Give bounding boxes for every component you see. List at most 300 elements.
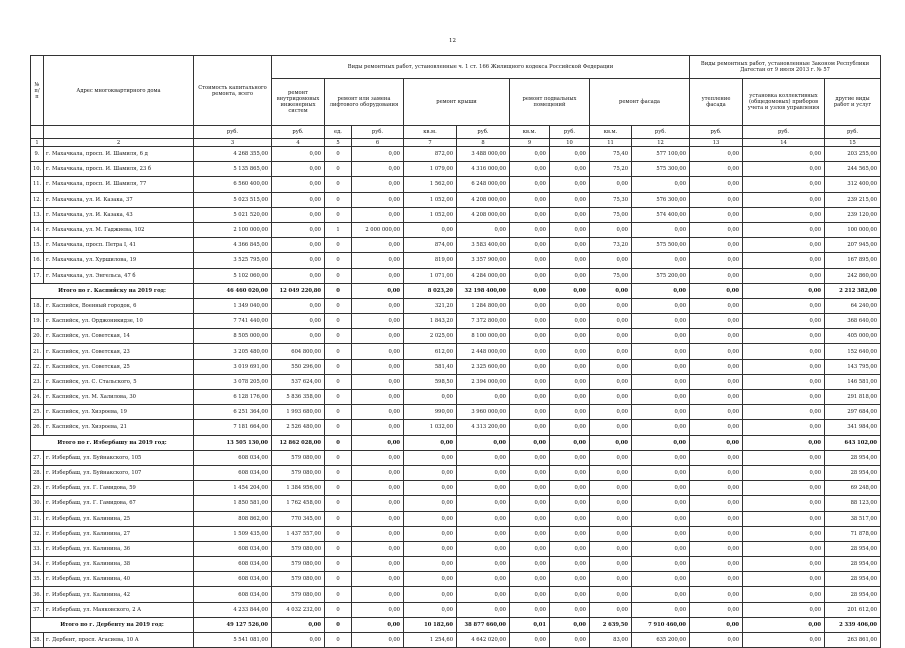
value-cell: 0,00 xyxy=(743,557,825,572)
subtotal-row xyxy=(31,435,881,450)
value-cell: 0,00 xyxy=(272,222,325,237)
value-cell: 0,00 xyxy=(590,420,632,435)
value-cell: 0,00 xyxy=(690,496,743,511)
col-number: 8 xyxy=(457,139,510,147)
value-cell: 0 xyxy=(325,602,352,617)
value-cell: 0,00 xyxy=(510,314,550,329)
row-number: 32. xyxy=(31,526,44,541)
value-cell: 1 454 204,00 xyxy=(194,481,272,496)
value-cell: 0,00 xyxy=(743,481,825,496)
value-cell: 0,00 xyxy=(352,602,404,617)
value-cell: 0,00 xyxy=(743,238,825,253)
value-cell: 0 xyxy=(325,405,352,420)
value-cell: 0,00 xyxy=(457,572,510,587)
value-cell: 0,00 xyxy=(550,390,590,405)
col-number: 6 xyxy=(352,139,404,147)
value-cell: 0,00 xyxy=(352,359,404,374)
value-cell: 28 954,00 xyxy=(825,557,881,572)
unit-cell: кв.м. xyxy=(510,126,550,139)
value-cell: 0,00 xyxy=(690,344,743,359)
value-cell: 0,00 xyxy=(550,526,590,541)
value-cell: 0 xyxy=(325,374,352,389)
value-cell: 579 080,00 xyxy=(272,587,325,602)
value-cell: 3 488 000,00 xyxy=(457,147,510,162)
value-cell: 0 xyxy=(325,450,352,465)
value-cell: 0,00 xyxy=(590,405,632,420)
value-cell: 0,00 xyxy=(352,238,404,253)
address-cell: г. Каспийск, ул. Хизроева, 19 xyxy=(44,405,194,420)
value-cell: 0 xyxy=(325,253,352,268)
value-cell: 5 541 081,00 xyxy=(194,633,272,648)
header-roof: ремонт крыши xyxy=(404,79,510,126)
value-cell: 0,00 xyxy=(352,147,404,162)
row-number: 24. xyxy=(31,390,44,405)
value-cell: 321,20 xyxy=(404,298,457,313)
value-cell: 0 xyxy=(325,541,352,556)
value-cell: 0,00 xyxy=(272,314,325,329)
value-cell: 0,00 xyxy=(550,572,590,587)
table-row xyxy=(31,602,881,617)
value-cell: 574 400,00 xyxy=(632,207,690,222)
address-cell: г. Избербаш, ул. Калинина, 40 xyxy=(44,572,194,587)
value-cell: 7 910 460,00 xyxy=(632,617,690,632)
value-cell: 1 437 557,00 xyxy=(272,526,325,541)
value-cell: 2 339 406,00 xyxy=(825,617,881,632)
unit-cell: кв.м. xyxy=(404,126,457,139)
unit-cell: руб. xyxy=(743,126,825,139)
value-cell: 0,00 xyxy=(632,329,690,344)
value-cell: 0,00 xyxy=(590,511,632,526)
value-cell: 0,00 xyxy=(352,541,404,556)
value-cell: 0 xyxy=(325,420,352,435)
value-cell: 598,50 xyxy=(404,374,457,389)
value-cell: 0,00 xyxy=(590,541,632,556)
col-number: 7 xyxy=(404,139,457,147)
value-cell: 1 284 800,00 xyxy=(457,298,510,313)
table-row xyxy=(31,207,881,222)
value-cell: 0,00 xyxy=(510,268,550,283)
address-cell: г. Избербаш, ул. Калинина, 27 xyxy=(44,526,194,541)
value-cell: 5 135 865,00 xyxy=(194,162,272,177)
value-cell: 0,00 xyxy=(404,572,457,587)
value-cell: 643 102,00 xyxy=(825,435,881,450)
address-cell: г. Махачкала, просп. И. Шамиля, 77 xyxy=(44,177,194,192)
value-cell: 0,00 xyxy=(352,557,404,572)
value-cell: 0 xyxy=(325,359,352,374)
header-meters: установка коллективных (общедомовых) приборов учета и узлов управления xyxy=(743,79,825,126)
row-number: 10. xyxy=(31,162,44,177)
unit-cell: руб. xyxy=(457,126,510,139)
address-cell: г. Каспийск, ул. Хизроева, 21 xyxy=(44,420,194,435)
value-cell: 0,00 xyxy=(272,147,325,162)
value-cell: 608 034,00 xyxy=(194,450,272,465)
value-cell: 1 052,00 xyxy=(404,192,457,207)
value-cell: 1 843,20 xyxy=(404,314,457,329)
value-cell: 0,00 xyxy=(590,344,632,359)
value-cell: 0,00 xyxy=(550,374,590,389)
value-cell: 0 xyxy=(325,344,352,359)
value-cell: 0,00 xyxy=(510,390,550,405)
value-cell: 2 025,00 xyxy=(404,329,457,344)
value-cell: 4 366 845,00 xyxy=(194,238,272,253)
value-cell: 0 xyxy=(325,465,352,480)
value-cell: 0,00 xyxy=(404,222,457,237)
value-cell: 0 xyxy=(325,177,352,192)
value-cell: 0,00 xyxy=(510,192,550,207)
value-cell: 5 023 515,00 xyxy=(194,192,272,207)
header-no: № п/п xyxy=(31,56,44,126)
value-cell: 0,00 xyxy=(690,541,743,556)
value-cell: 2 639,50 xyxy=(590,617,632,632)
value-cell: 1 762 458,00 xyxy=(272,496,325,511)
value-cell: 0 xyxy=(325,435,352,450)
value-cell: 0,00 xyxy=(457,541,510,556)
value-cell: 0,00 xyxy=(690,572,743,587)
header-facade: ремонт фасада xyxy=(590,79,690,126)
value-cell: 0,00 xyxy=(590,557,632,572)
value-cell: 0,00 xyxy=(590,572,632,587)
value-cell: 6 248 000,00 xyxy=(457,177,510,192)
value-cell: 0,00 xyxy=(352,329,404,344)
value-cell: 0,00 xyxy=(632,420,690,435)
value-cell: 0,00 xyxy=(743,405,825,420)
value-cell: 0,00 xyxy=(457,390,510,405)
col-number: 15 xyxy=(825,139,881,147)
value-cell: 0,00 xyxy=(550,192,590,207)
value-cell: 0,00 xyxy=(743,207,825,222)
value-cell: 0,00 xyxy=(590,253,632,268)
value-cell: 0,00 xyxy=(690,222,743,237)
value-cell: 0,00 xyxy=(690,238,743,253)
value-cell: 0,00 xyxy=(510,207,550,222)
value-cell: 0,00 xyxy=(510,147,550,162)
table-row xyxy=(31,465,881,480)
value-cell: 0,00 xyxy=(550,314,590,329)
value-cell: 0,00 xyxy=(352,390,404,405)
subtotal-label: Итого по г. Каспийску на 2019 год: xyxy=(31,283,194,298)
value-cell: 0,00 xyxy=(352,481,404,496)
value-cell: 0,00 xyxy=(550,359,590,374)
value-cell: 0,00 xyxy=(590,481,632,496)
value-cell: 1 079,00 xyxy=(404,162,457,177)
value-cell: 0,00 xyxy=(743,633,825,648)
value-cell: 0,00 xyxy=(590,314,632,329)
value-cell: 0,00 xyxy=(590,329,632,344)
value-cell: 0,00 xyxy=(457,526,510,541)
value-cell: 0,00 xyxy=(632,572,690,587)
row-number: 35. xyxy=(31,572,44,587)
row-number: 17. xyxy=(31,268,44,283)
value-cell: 575 500,00 xyxy=(632,238,690,253)
row-number: 21. xyxy=(31,344,44,359)
value-cell: 312 400,00 xyxy=(825,177,881,192)
value-cell: 0 xyxy=(325,587,352,602)
col-number: 5 xyxy=(325,139,352,147)
header-engineering: ремонт внутридомовых инженерных систем xyxy=(272,79,325,126)
value-cell: 0,00 xyxy=(352,617,404,632)
value-cell: 0,00 xyxy=(510,222,550,237)
value-cell: 0,00 xyxy=(690,390,743,405)
value-cell: 0,00 xyxy=(550,253,590,268)
value-cell: 10 182,60 xyxy=(404,617,457,632)
value-cell: 0,00 xyxy=(632,344,690,359)
value-cell: 579 080,00 xyxy=(272,572,325,587)
col-number: 14 xyxy=(743,139,825,147)
value-cell: 0,00 xyxy=(510,465,550,480)
value-cell: 2 000 000,00 xyxy=(352,222,404,237)
address-cell: г. Избербаш, ул. Калинина, 38 xyxy=(44,557,194,572)
value-cell: 0,00 xyxy=(352,511,404,526)
address-cell: г. Каспийск, ул. Советская, 14 xyxy=(44,329,194,344)
value-cell: 0,00 xyxy=(690,314,743,329)
value-cell: 5 836 358,00 xyxy=(272,390,325,405)
address-cell: г. Махачкала, просп. И. Шамиля, 23 б xyxy=(44,162,194,177)
value-cell: 579 080,00 xyxy=(272,557,325,572)
value-cell: 28 954,00 xyxy=(825,587,881,602)
value-cell: 0,00 xyxy=(352,283,404,298)
value-cell: 0,00 xyxy=(457,450,510,465)
value-cell: 242 860,00 xyxy=(825,268,881,283)
value-cell: 0,00 xyxy=(352,314,404,329)
value-cell: 0,00 xyxy=(404,496,457,511)
unit-cell: руб. xyxy=(352,126,404,139)
value-cell: 0 xyxy=(325,557,352,572)
table-body xyxy=(31,147,881,648)
value-cell: 608 034,00 xyxy=(194,541,272,556)
table-row xyxy=(31,496,881,511)
table-row xyxy=(31,420,881,435)
address-cell: г. Избербаш, ул. Калинина, 36 xyxy=(44,541,194,556)
value-cell: 0,00 xyxy=(510,374,550,389)
value-cell: 0,00 xyxy=(690,587,743,602)
value-cell: 0,00 xyxy=(550,420,590,435)
value-cell: 8 100 000,00 xyxy=(457,329,510,344)
value-cell: 28 954,00 xyxy=(825,450,881,465)
value-cell: 4 208 000,00 xyxy=(457,192,510,207)
value-cell: 0,00 xyxy=(510,238,550,253)
value-cell: 0,00 xyxy=(352,633,404,648)
value-cell: 0,00 xyxy=(457,465,510,480)
value-cell: 0,00 xyxy=(743,420,825,435)
value-cell: 608 034,00 xyxy=(194,572,272,587)
value-cell: 0,00 xyxy=(550,557,590,572)
value-cell: 0,00 xyxy=(457,557,510,572)
header-other: другие виды работ и услуг xyxy=(825,79,881,126)
value-cell: 0 xyxy=(325,207,352,222)
value-cell: 0,00 xyxy=(510,541,550,556)
value-cell: 0,00 xyxy=(632,298,690,313)
address-cell: г. Махачкала, ул. М. Гаджиева, 102 xyxy=(44,222,194,237)
value-cell: 0,00 xyxy=(550,496,590,511)
table-row xyxy=(31,405,881,420)
value-cell: 0 xyxy=(325,329,352,344)
value-cell: 167 895,00 xyxy=(825,253,881,268)
value-cell: 2 394 000,00 xyxy=(457,374,510,389)
value-cell: 0,00 xyxy=(632,435,690,450)
value-cell: 0,00 xyxy=(690,526,743,541)
value-cell: 0 xyxy=(325,496,352,511)
value-cell: 368 640,00 xyxy=(825,314,881,329)
units-row xyxy=(31,126,881,139)
row-number: 30. xyxy=(31,496,44,511)
value-cell: 0,00 xyxy=(743,526,825,541)
value-cell: 0 xyxy=(325,283,352,298)
value-cell: 0,00 xyxy=(550,602,590,617)
value-cell: 0,00 xyxy=(510,177,550,192)
value-cell: 3 205 480,00 xyxy=(194,344,272,359)
value-cell: 0,00 xyxy=(590,496,632,511)
row-number: 31. xyxy=(31,511,44,526)
value-cell: 575 200,00 xyxy=(632,268,690,283)
value-cell: 4 316 000,00 xyxy=(457,162,510,177)
address-cell: г. Махачкала, просп. Петра I, 41 xyxy=(44,238,194,253)
value-cell: 0,00 xyxy=(352,253,404,268)
value-cell: 0,00 xyxy=(272,253,325,268)
value-cell: 8 023,20 xyxy=(404,283,457,298)
value-cell: 12 049 220,80 xyxy=(272,283,325,298)
col-number: 9 xyxy=(510,139,550,147)
table-row xyxy=(31,162,881,177)
value-cell: 0,00 xyxy=(352,207,404,222)
value-cell: 0,00 xyxy=(550,617,590,632)
value-cell: 608 034,00 xyxy=(194,465,272,480)
value-cell: 7 372 800,00 xyxy=(457,314,510,329)
value-cell: 0 xyxy=(325,481,352,496)
value-cell: 608 034,00 xyxy=(194,587,272,602)
value-cell: 0,00 xyxy=(457,587,510,602)
address-cell: г. Каспийск, ул. Советская, 23 xyxy=(44,344,194,359)
value-cell: 0 xyxy=(325,314,352,329)
header-federal-works: Виды ремонтных работ, установленные ч. 1 ст. 166 Жилищного кодекса Российской Федерации xyxy=(272,56,690,79)
value-cell: 0,00 xyxy=(690,435,743,450)
value-cell: 604 800,00 xyxy=(272,344,325,359)
value-cell: 0,00 xyxy=(743,572,825,587)
value-cell: 0,00 xyxy=(590,526,632,541)
value-cell: 577 100,00 xyxy=(632,147,690,162)
value-cell: 0,00 xyxy=(590,298,632,313)
value-cell: 0,00 xyxy=(743,162,825,177)
table-row xyxy=(31,633,881,648)
value-cell: 1 071,00 xyxy=(404,268,457,283)
table-row xyxy=(31,359,881,374)
value-cell: 0,00 xyxy=(550,238,590,253)
value-cell: 0,00 xyxy=(457,511,510,526)
value-cell: 0,00 xyxy=(632,526,690,541)
value-cell: 0 xyxy=(325,268,352,283)
value-cell: 263 861,00 xyxy=(825,633,881,648)
table-row xyxy=(31,511,881,526)
value-cell: 0,00 xyxy=(690,511,743,526)
col-number: 1 xyxy=(31,139,44,147)
value-cell: 0,00 xyxy=(352,177,404,192)
address-cell: г. Избербаш, ул. Калинина, 42 xyxy=(44,587,194,602)
value-cell: 0,00 xyxy=(743,617,825,632)
value-cell: 635 200,00 xyxy=(632,633,690,648)
value-cell: 0,00 xyxy=(352,298,404,313)
value-cell: 0,00 xyxy=(550,481,590,496)
value-cell: 0 xyxy=(325,147,352,162)
page-number: 12 xyxy=(449,38,456,44)
value-cell: 207 945,00 xyxy=(825,238,881,253)
value-cell: 0 xyxy=(325,298,352,313)
value-cell: 0,00 xyxy=(272,298,325,313)
value-cell: 0,00 xyxy=(632,177,690,192)
col-number: 10 xyxy=(550,139,590,147)
value-cell: 0,00 xyxy=(272,207,325,222)
value-cell: 0,00 xyxy=(352,162,404,177)
value-cell: 0,00 xyxy=(272,633,325,648)
unit-cell: руб. xyxy=(690,126,743,139)
value-cell: 0,00 xyxy=(743,147,825,162)
value-cell: 49 127 526,00 xyxy=(194,617,272,632)
value-cell: 7 181 664,00 xyxy=(194,420,272,435)
value-cell: 0,00 xyxy=(510,329,550,344)
value-cell: 0,00 xyxy=(550,344,590,359)
value-cell: 0,00 xyxy=(743,177,825,192)
value-cell: 5 021 520,00 xyxy=(194,207,272,222)
value-cell: 0,00 xyxy=(404,511,457,526)
value-cell: 0,00 xyxy=(743,374,825,389)
value-cell: 612,00 xyxy=(404,344,457,359)
value-cell: 0,00 xyxy=(690,450,743,465)
value-cell: 0,00 xyxy=(632,465,690,480)
value-cell: 0,00 xyxy=(743,344,825,359)
value-cell: 0,00 xyxy=(632,557,690,572)
subtotal-row xyxy=(31,617,881,632)
value-cell: 0,00 xyxy=(690,207,743,222)
value-cell: 244 565,00 xyxy=(825,162,881,177)
value-cell: 201 612,00 xyxy=(825,602,881,617)
value-cell: 0,00 xyxy=(550,450,590,465)
row-number: 38. xyxy=(31,633,44,648)
value-cell: 576 300,00 xyxy=(632,192,690,207)
table-row xyxy=(31,390,881,405)
value-cell: 6 128 176,00 xyxy=(194,390,272,405)
value-cell: 0,00 xyxy=(352,374,404,389)
value-cell: 0,00 xyxy=(690,420,743,435)
value-cell: 0,00 xyxy=(550,222,590,237)
value-cell: 152 640,00 xyxy=(825,344,881,359)
value-cell: 0,00 xyxy=(743,222,825,237)
value-cell: 0,00 xyxy=(352,496,404,511)
value-cell: 75,00 xyxy=(590,207,632,222)
table-row xyxy=(31,344,881,359)
col-number: 3 xyxy=(194,139,272,147)
value-cell: 0,00 xyxy=(690,359,743,374)
table-row xyxy=(31,192,881,207)
value-cell: 0,00 xyxy=(550,207,590,222)
value-cell: 0,00 xyxy=(550,541,590,556)
value-cell: 2 448 000,00 xyxy=(457,344,510,359)
value-cell: 32 198 400,00 xyxy=(457,283,510,298)
value-cell: 0,00 xyxy=(690,405,743,420)
value-cell: 0,00 xyxy=(632,450,690,465)
value-cell: 819,00 xyxy=(404,253,457,268)
value-cell: 405 000,00 xyxy=(825,329,881,344)
value-cell: 0,00 xyxy=(457,435,510,450)
value-cell: 0 xyxy=(325,162,352,177)
row-number: 27. xyxy=(31,450,44,465)
value-cell: 0,00 xyxy=(690,633,743,648)
value-cell: 0,00 xyxy=(632,359,690,374)
value-cell: 0,00 xyxy=(743,587,825,602)
unit-cell: ед. xyxy=(325,126,352,139)
table-row xyxy=(31,238,881,253)
value-cell: 0,00 xyxy=(632,541,690,556)
value-cell: 6 251 364,00 xyxy=(194,405,272,420)
value-cell: 0,00 xyxy=(272,617,325,632)
value-cell: 4 233 844,00 xyxy=(194,602,272,617)
